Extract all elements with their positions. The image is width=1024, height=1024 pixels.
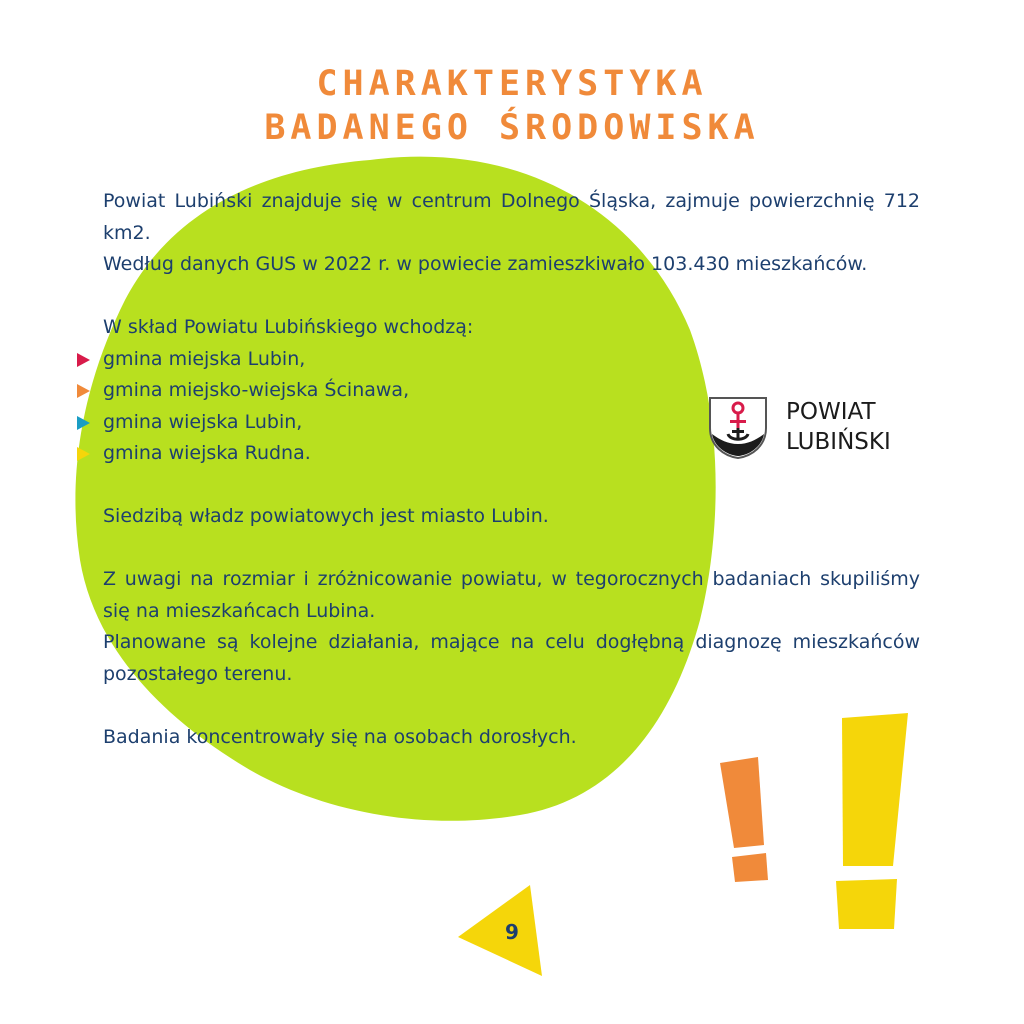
powiat-lubinski-logo: [706, 394, 926, 464]
page-number: 9: [505, 920, 519, 944]
population-paragraph: Według danych GUS w 2022 r. w powiecie zamieszkiwało 103.430 mieszkańców.: [103, 253, 868, 275]
title-line-1: CHARAKTERYSTYKA: [316, 64, 708, 104]
list-intro: W skład Powiatu Lubińskiego wchodzą:: [103, 316, 474, 338]
adults-paragraph: Badania koncentrowały się na osobach dorosłych.: [103, 725, 577, 748]
seat-paragraph: Siedzibą władz powiatowych jest miasto Lubin.: [103, 505, 549, 527]
intro-paragraph: Powiat Lubiński znajduje się w centrum Dolnego Śląska, zajmuje powierzchnię 712 km2.: [103, 190, 920, 244]
triangle-bullet-icon: [77, 384, 90, 398]
coat-of-arms-icon: [706, 394, 770, 460]
logo-line-1: POWIAT: [786, 399, 876, 425]
orange-exclamation-dot: [732, 853, 768, 882]
list-item-label: gmina miejska Lubin,: [103, 347, 306, 370]
triangle-bullet-icon: [77, 416, 90, 430]
logo-line-2: LUBIŃSKI: [786, 429, 891, 455]
list-item-label: gmina wiejska Lubin,: [103, 410, 303, 433]
page-title: [0, 62, 1024, 150]
yellow-exclamation-dot: [836, 879, 897, 929]
body-text: [103, 186, 920, 753]
list-item-label: gmina wiejska Rudna.: [103, 442, 311, 464]
logo-text: [786, 397, 891, 457]
list-item-label: gmina miejsko-wiejska Ścinawa,: [103, 379, 410, 401]
orange-exclamation-bar: [720, 757, 764, 848]
list-item: [103, 344, 920, 376]
title-line-2: BADANEGO ŚRODOWISKA: [264, 108, 760, 148]
scope-paragraph: Z uwagi na rozmiar i zróżnicowanie powiatu, w tegorocznych badaniach skupiliśmy się na mieszkańcach Lubina.: [103, 568, 920, 622]
triangle-bullet-icon: [77, 447, 90, 461]
planned-paragraph: Planowane są kolejne działania, mające na celu dogłębną diagnozę mieszkańców pozostałego terenu.: [103, 631, 920, 685]
triangle-bullet-icon: [77, 353, 90, 367]
